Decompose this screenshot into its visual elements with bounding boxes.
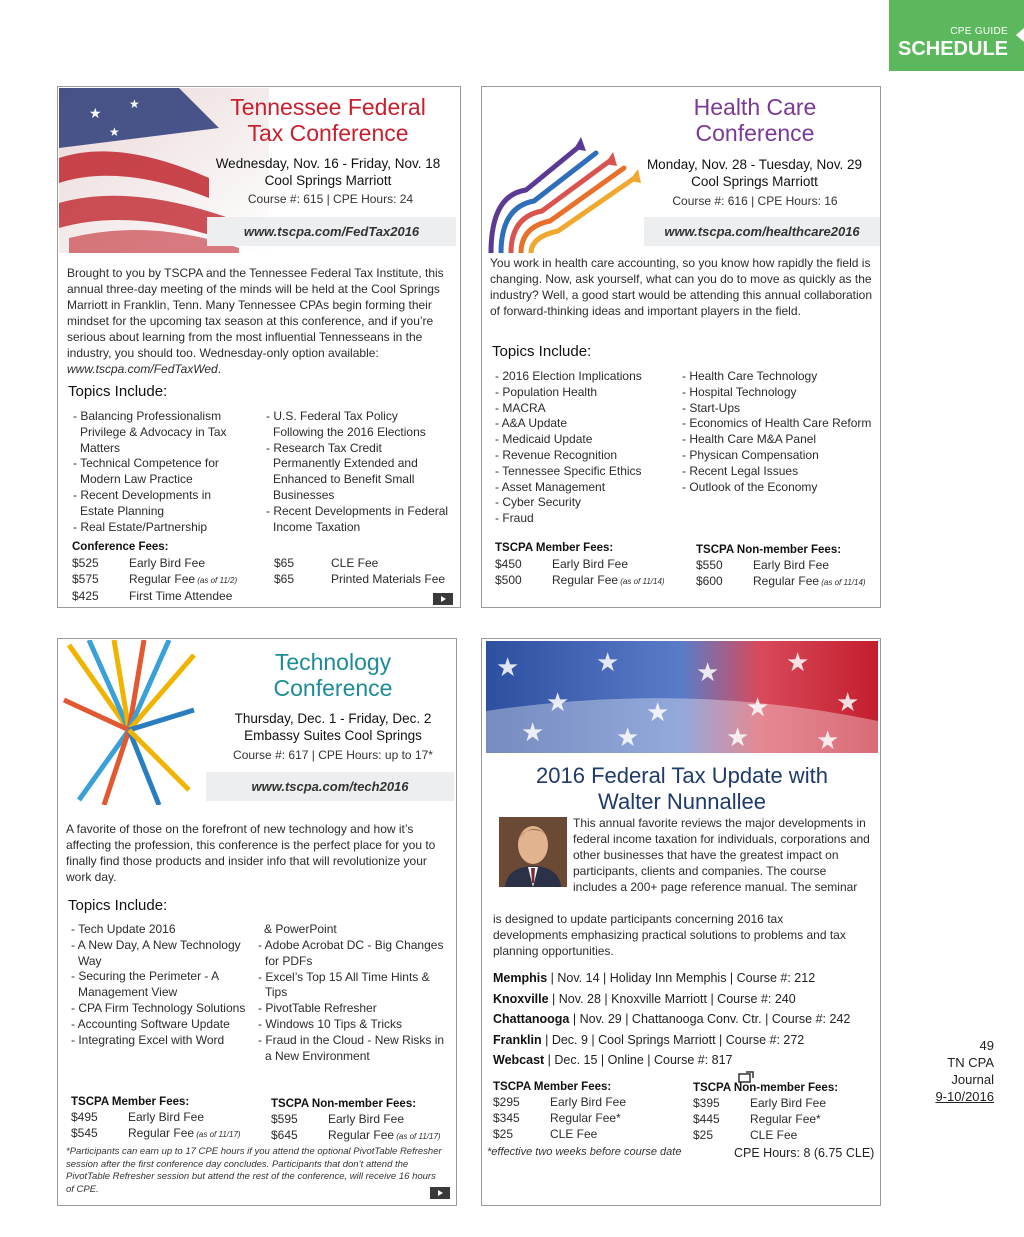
fee-label: Regular Fee — [753, 573, 820, 588]
fee-label: Regular Fee — [552, 572, 619, 587]
fee-row — [493, 1111, 688, 1127]
fee-row — [696, 558, 881, 574]
fee-amount: $345 — [493, 1110, 520, 1125]
fee-row — [271, 1112, 456, 1128]
topic-item: - Technical Competence for Modern Law Practice — [73, 456, 248, 488]
topic-item: - U.S. Federal Tax Policy Following the 2016 Elections — [266, 409, 451, 441]
fee-amount: $445 — [693, 1111, 720, 1126]
fee-amount: $550 — [696, 558, 723, 572]
fee-row — [696, 574, 881, 591]
fee-label: Early Bird Fee — [552, 557, 629, 571]
fee-row — [71, 1126, 266, 1143]
stars-banner-image — [486, 641, 878, 753]
fee-row — [72, 589, 272, 605]
svg-text:★: ★ — [786, 647, 810, 677]
topic-item: - Recent Developments in Federal Income Taxation — [266, 504, 451, 536]
speaker-photo — [499, 817, 567, 887]
location-details: | Dec. 15 | Online | Course #: 817 — [544, 1053, 733, 1067]
update-cpe-hours: CPE Hours: 8 (6.75 CLE) — [734, 1146, 875, 1160]
fedtax-description — [67, 265, 453, 377]
update-title — [502, 763, 862, 815]
fee-amount: $575 — [72, 571, 99, 586]
location-details: | Dec. 9 | Cool Springs Marriott | Course #: 272 — [541, 1032, 805, 1047]
topic-item: - Outlook of the Economy — [682, 480, 872, 496]
svg-text:★: ★ — [836, 687, 860, 717]
svg-text:★: ★ — [646, 697, 670, 727]
fedtax-card — [57, 86, 461, 608]
fedtax-desc-text: Brought to you by TSCPA and the Tennessee Federal Tax Institute, this annual three-day meeting of the minds will be held at the Cool Springs Marriott in Franklin, Tenn. Many Tennessee CPAs begin forming their mindset for the upcoming tax season at this conference, and if you’re serious about learning from the most influential Tennesseans in the industry, you should too. Wednesday-only option available: — [67, 266, 444, 360]
topic-item: - PivotTable Refresher — [258, 1001, 453, 1017]
tech-date-range: Thursday, Dec. 1 - Friday, Dec. 2 — [234, 711, 432, 726]
topic-item: - Securing the Perimeter - A Management View — [71, 969, 251, 1001]
svg-text:★: ★ — [496, 652, 520, 682]
location-row — [493, 1009, 878, 1030]
fee-label: Early Bird Fee — [550, 1095, 627, 1109]
fee-amount: $65 — [274, 571, 295, 586]
fee-row — [493, 1095, 688, 1111]
tech-nonmember-fees — [271, 1112, 456, 1145]
topic-item: - 2016 Election Implications — [495, 369, 680, 385]
tech-description: A favorite of those on the forefront of new technology and how it’s affecting the profession, this conference is the perfect place for you to finally find those products and insider info that will revolutionize your work day. — [66, 822, 436, 884]
update-card — [481, 638, 881, 1206]
fee-row — [274, 556, 461, 572]
update-member-fees — [493, 1095, 688, 1142]
fee-note: (as of 11/2) — [195, 575, 238, 585]
topic-item: - Research Tax Credit Permanently Extended and Enhanced to Benefit Small Businesses — [266, 441, 451, 504]
update-description: is designed to update participants concerning 2016 tax developments emphasizing practical solutions to problems and tax planning opportunities. — [493, 912, 846, 958]
topic-item: - Integrating Excel with Word — [71, 1033, 251, 1049]
svg-text:★: ★ — [726, 722, 750, 752]
location-city: Webcast — [493, 1053, 545, 1067]
svg-text:★: ★ — [746, 692, 770, 722]
fee-row — [693, 1096, 878, 1112]
topic-item: - Balancing Professionalism Privilege & Advocacy in Tax Matters — [73, 409, 248, 456]
tech-title — [208, 649, 457, 701]
fee-note: (as of 11/17) — [194, 1129, 241, 1139]
location-city: Knoxville — [493, 991, 549, 1006]
topic-item: - Recent Legal Issues — [682, 464, 872, 480]
svg-text:★: ★ — [129, 97, 140, 111]
fee-label: Early Bird Fee — [129, 556, 206, 570]
svg-text:★: ★ — [89, 105, 102, 121]
fee-label: CLE Fee — [750, 1127, 798, 1142]
rising-arrows-image — [486, 135, 641, 253]
fee-label: Early Bird Fee — [128, 1110, 205, 1124]
topic-item: - Adobe Acrobat DC - Big Changes for PDFs — [258, 938, 453, 970]
video-play-icon[interactable] — [433, 593, 453, 605]
health-date-range: Monday, Nov. 28 - Tuesday, Nov. 29 — [646, 157, 863, 172]
tech-topics-right — [258, 938, 453, 1064]
tech-course: Course #: 617 | CPE Hours: up to 17* — [233, 748, 433, 762]
health-topics-right — [682, 369, 872, 495]
tech-dates — [208, 710, 457, 744]
location-row — [493, 989, 878, 1010]
location-details: | Nov. 14 | Holiday Inn Memphis | Course #: 212 — [547, 971, 816, 985]
update-title-line1: 2016 Federal Tax Update with — [536, 763, 828, 788]
fee-amount: $500 — [495, 572, 522, 587]
fee-row — [271, 1128, 456, 1145]
fee-label: Regular Fee* — [550, 1110, 621, 1125]
update-member-heading: TSCPA Member Fees: — [493, 1081, 612, 1093]
fee-row — [693, 1128, 878, 1144]
fee-label: Regular Fee — [128, 1125, 195, 1140]
fee-label: Regular Fee — [129, 571, 196, 586]
svg-text:★: ★ — [109, 125, 120, 139]
fee-amount: $25 — [693, 1127, 714, 1142]
fee-amount: $495 — [71, 1110, 98, 1124]
fee-note: (as of 11/14) — [819, 577, 866, 587]
topic-item: - MACRA — [495, 401, 680, 417]
tech-url[interactable]: www.tscpa.com/tech2016 — [206, 772, 454, 801]
fee-row — [274, 572, 461, 588]
tech-topics-heading: Topics Include: — [68, 897, 168, 914]
tech-member-heading: TSCPA Member Fees: — [71, 1096, 190, 1108]
fedtax-date-range: Wednesday, Nov. 16 - Friday, Nov. 18 — [215, 156, 441, 171]
location-row — [493, 968, 878, 989]
topic-item: - Cyber Security — [495, 495, 680, 511]
fee-amount: $595 — [271, 1112, 298, 1126]
update-locations — [493, 968, 878, 1071]
fee-label: Early Bird Fee — [328, 1112, 405, 1126]
topic-item: - A New Day, A New Technology Way — [71, 938, 251, 970]
update-description-side: This annual favorite reviews the major developments in federal income taxation for individuals, corporations and other businesses that have the greatest impact on participants, clients and companies. The course includes a 200+ page reference manual. The seminar — [573, 816, 870, 894]
topic-item: - Recent Developments in Estate Planning — [73, 488, 248, 520]
issue-date[interactable]: 9-10/2016 — [935, 1089, 994, 1104]
health-title-line1: Health Care — [693, 94, 817, 120]
topic-item: - Fraud — [495, 511, 680, 527]
fee-label: Regular Fee — [328, 1127, 395, 1142]
fee-amount: $545 — [71, 1125, 98, 1140]
location-city: Memphis — [493, 971, 548, 985]
section-tab — [889, 0, 1024, 71]
tech-nonmember-heading: TSCPA Non-member Fees: — [271, 1098, 417, 1110]
fee-amount: $525 — [72, 556, 99, 570]
fedtax-course: Course #: 615 | CPE Hours: 24 — [247, 192, 414, 206]
fee-label: Early Bird Fee — [750, 1096, 827, 1110]
fedtax-topics-heading: Topics Include: — [68, 383, 168, 400]
fedtax-fees-heading: Conference Fees: — [72, 541, 169, 553]
fee-row — [72, 572, 272, 589]
fedtax-wed-link[interactable]: www.tscpa.com/FedTaxWed — [67, 362, 218, 376]
tech-topics-left — [71, 922, 251, 1048]
fee-row — [495, 557, 690, 573]
topic-item: - Asset Management — [495, 480, 680, 496]
fedtax-fees-right — [274, 556, 461, 588]
fee-amount: $65 — [274, 556, 295, 570]
topic-item: - Tech Update 2016 — [71, 922, 251, 938]
svg-text:★: ★ — [696, 657, 720, 687]
svg-text:★: ★ — [596, 647, 620, 677]
publication-name-line2: Journal — [951, 1072, 994, 1087]
fedtax-dates — [198, 155, 458, 189]
health-member-heading: TSCPA Member Fees: — [495, 542, 614, 554]
tab-arrow-icon — [1016, 28, 1024, 42]
tech-venue: Embassy Suites Cool Springs — [244, 728, 422, 743]
health-description: You work in health care accounting, so you know how rapidly the field is changing. Now, ask yourself, what can you do to move as quickly as the industry? Well, a good start would be attending this annual collaboration of forward-thinking ideas and important players in the field. — [490, 256, 873, 318]
health-title — [642, 94, 868, 146]
location-city: Chattanooga — [493, 1012, 570, 1026]
fedtax-title-line2: Tax Conference — [247, 120, 409, 146]
fee-amount: $425 — [72, 588, 99, 603]
topic-item: - CPA Firm Technology Solutions — [71, 1001, 251, 1017]
fee-row — [693, 1112, 878, 1128]
update-nonmember-heading: TSCPA Non-member Fees: — [693, 1082, 839, 1094]
fedtax-topics-right — [266, 409, 451, 535]
update-nonmember-fees — [693, 1096, 878, 1143]
fedtax-fees-left — [72, 556, 272, 604]
svg-text:★: ★ — [546, 687, 570, 717]
fee-label: Early Bird Fee — [753, 558, 830, 572]
svg-text:★: ★ — [521, 717, 545, 747]
location-row — [493, 1030, 878, 1051]
health-dates — [622, 156, 881, 190]
location-details: | Nov. 28 | Knoxville Marriott | Course #: 240 — [548, 991, 796, 1006]
fee-row — [495, 573, 690, 590]
location-city: Franklin — [493, 1032, 542, 1047]
tech-title-line2: Conference — [273, 675, 393, 701]
tech-title-line1: Technology — [274, 649, 392, 675]
fedtax-topics-left — [73, 409, 248, 535]
health-title-line2: Conference — [695, 120, 815, 146]
health-course: Course #: 616 | CPE Hours: 16 — [672, 194, 838, 208]
topic-item: - Real Estate/Partnership — [73, 520, 248, 536]
location-details: | Nov. 29 | Chattanooga Conv. Ctr. | Course #: 242 — [569, 1012, 851, 1026]
tab-label-big: SCHEDULE — [897, 38, 1008, 60]
topic-item: - Windows 10 Tips & Tricks — [258, 1017, 453, 1033]
fedtax-desc-end: . — [217, 362, 222, 376]
topic-item: - Medicaid Update — [495, 432, 680, 448]
light-burst-image — [59, 640, 199, 805]
fee-row — [493, 1127, 688, 1143]
fee-label: Printed Materials Fee — [331, 571, 446, 586]
tech-topics-continued: & PowerPoint — [264, 922, 337, 936]
topic-item: - Start-Ups — [682, 401, 872, 417]
page-number: 49 — [979, 1038, 994, 1053]
fedtax-url[interactable]: www.tscpa.com/FedTax2016 — [207, 217, 456, 246]
fee-amount: $645 — [271, 1127, 298, 1142]
video-play-icon[interactable] — [430, 1187, 450, 1199]
topic-item: - Fraud in the Cloud - New Risks in a New Environment — [258, 1033, 453, 1065]
fee-note: (as of 11/14) — [618, 576, 665, 586]
fee-amount: $450 — [495, 557, 522, 571]
health-member-fees — [495, 557, 690, 590]
topic-item: - Physican Compensation — [682, 448, 872, 464]
fee-row — [71, 1110, 266, 1126]
fee-amount: $395 — [693, 1096, 720, 1110]
topic-item: - Health Care Technology — [682, 369, 872, 385]
fee-label: Regular Fee* — [750, 1111, 821, 1126]
topic-item: - Economics of Health Care Reform — [682, 416, 872, 432]
tech-member-fees — [71, 1110, 266, 1143]
tech-footnote: *Participants can earn up to 17 CPE hours if you attend the optional PivotTable Refresher session after the first conference day concludes. Participants that don’t attend the PivotTable Refresher session but attend the rest of the conference, will receive 16 hours of CPE. — [66, 1146, 442, 1195]
topic-item: - Health Care M&A Panel — [682, 432, 872, 448]
health-venue: Cool Springs Marriott — [691, 174, 818, 189]
fee-label: CLE Fee — [331, 556, 379, 570]
topic-item: - A&A Update — [495, 416, 680, 432]
health-card — [481, 86, 881, 608]
topic-item: - Revenue Recognition — [495, 448, 680, 464]
page-info — [935, 1037, 994, 1105]
health-topics-left — [495, 369, 680, 527]
tech-card — [57, 638, 457, 1206]
update-title-line2: Walter Nunnallee — [598, 789, 766, 814]
fee-amount: $25 — [493, 1126, 514, 1141]
topic-item: - Population Health — [495, 385, 680, 401]
update-footnote: *effective two weeks before course date — [487, 1146, 682, 1158]
location-row — [493, 1050, 878, 1071]
topic-item: - Hospital Technology — [682, 385, 872, 401]
fee-label: CLE Fee — [550, 1126, 598, 1141]
topic-item: - Accounting Software Update — [71, 1017, 251, 1033]
health-topics-heading: Topics Include: — [492, 343, 592, 360]
fee-note: (as of 11/17) — [394, 1131, 441, 1141]
publication-name-line1: TN CPA — [947, 1055, 994, 1070]
svg-text:★: ★ — [816, 725, 840, 753]
tab-label-small: CPE GUIDE — [950, 26, 1008, 37]
fee-label: First Time Attendee — [129, 588, 233, 603]
fedtax-title-line1: Tennessee Federal — [230, 94, 426, 120]
fedtax-title — [208, 94, 448, 146]
fee-row — [72, 556, 272, 572]
health-nonmember-fees — [696, 558, 881, 591]
health-nonmember-heading: TSCPA Non-member Fees: — [696, 544, 842, 556]
fedtax-venue: Cool Springs Marriott — [264, 173, 392, 188]
health-url[interactable]: www.tscpa.com/healthcare2016 — [644, 217, 880, 246]
fee-amount: $295 — [493, 1095, 520, 1109]
topic-item: - Excel’s Top 15 All Time Hints & Tips — [258, 970, 453, 1002]
svg-text:★: ★ — [616, 722, 640, 752]
topic-item: - Tennessee Specific Ethics — [495, 464, 680, 480]
fee-amount: $600 — [696, 573, 723, 588]
